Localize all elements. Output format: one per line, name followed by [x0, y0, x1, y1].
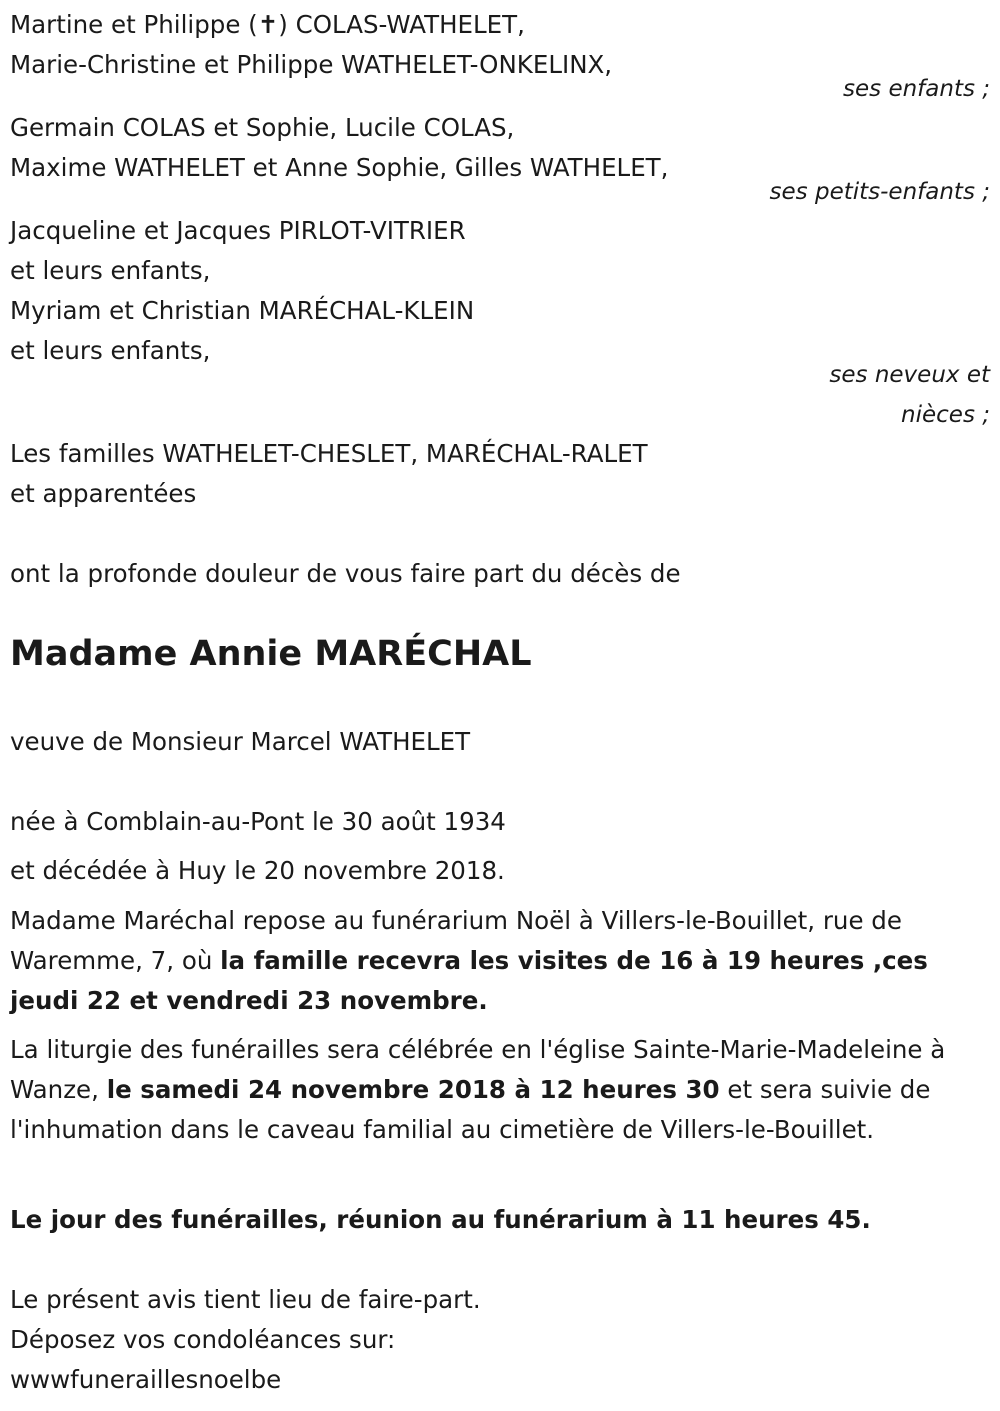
- nephews-line-1: Jacqueline et Jacques PIRLOT-VITRIER: [10, 216, 466, 245]
- children-line-1: [10, 5, 525, 45]
- grandchildren-line-1: Germain COLAS et Sophie, Lucile COLAS,: [10, 113, 515, 142]
- children-line-2: Marie-Christine et Philippe WATHELET-ONKELINX,: [10, 50, 613, 79]
- visitation-paragraph: [10, 901, 990, 1021]
- visitation-text: Madame Maréchal repose au funérarium Noël à Villers-le-Bouillet, rue de Waremme, 7, où: [10, 906, 902, 975]
- role-children: ses enfants ;: [843, 76, 990, 102]
- children-line-1-end: ) COLAS-WATHELET,: [278, 10, 525, 39]
- meeting-line: Le jour des funérailles, réunion au funérarium à 11 heures 45.: [10, 1205, 871, 1234]
- role-nephews-2: nièces ;: [901, 402, 990, 428]
- liturgy-date: le samedi 24 novembre 2018 à 12 heures 30: [106, 1075, 720, 1104]
- families-line-2: et apparentées: [10, 479, 197, 508]
- footer-line-1: Le présent avis tient lieu de faire-part.: [10, 1285, 481, 1314]
- role-grandchildren: ses petits-enfants ;: [769, 179, 990, 205]
- liturgy-paragraph: [10, 1030, 990, 1150]
- nephews-line-3: Myriam et Christian MARÉCHAL-KLEIN: [10, 296, 475, 325]
- visitation-schedule: la famille recevra les visites de 16 à 19 heures ,ces jeudi 22 et vendredi 23 novembre.: [10, 946, 928, 1015]
- nephews-line-4: et leurs enfants,: [10, 336, 211, 365]
- families-line-1: Les familles WATHELET-CHESLET, MARÉCHAL-RALET: [10, 439, 648, 468]
- deceased-name: Madame Annie MARÉCHAL: [10, 634, 532, 674]
- obituary-notice: [10, 0, 990, 1411]
- grandchildren-line-2: Maxime WATHELET et Anne Sophie, Gilles WATHELET,: [10, 153, 669, 182]
- birth-line: née à Comblain-au-Pont le 30 août 1934: [10, 807, 506, 836]
- announcement: ont la profonde douleur de vous faire part du décès de: [10, 559, 681, 588]
- children-line-1-start: Martine et Philippe (: [10, 10, 258, 39]
- death-line: et décédée à Huy le 20 novembre 2018.: [10, 856, 505, 885]
- liturgy-text-end: et sera suivie de l'inhumation dans le caveau familial au cimetière de Villers-le-Bouillet.: [10, 1075, 931, 1144]
- cross-icon: ✝: [257, 10, 279, 39]
- spouse-line: veuve de Monsieur Marcel WATHELET: [10, 727, 471, 756]
- footer-line-2: Déposez vos condoléances sur:: [10, 1325, 396, 1354]
- nephews-line-2: et leurs enfants,: [10, 256, 211, 285]
- liturgy-text-start: La liturgie des funérailles sera célébrée en l'église Sainte-Marie-Madeleine à Wanze,: [10, 1035, 946, 1104]
- role-nephews-1: ses neveux et: [829, 362, 990, 388]
- condolences-website: wwwfuneraillesnoelbe: [10, 1365, 282, 1394]
